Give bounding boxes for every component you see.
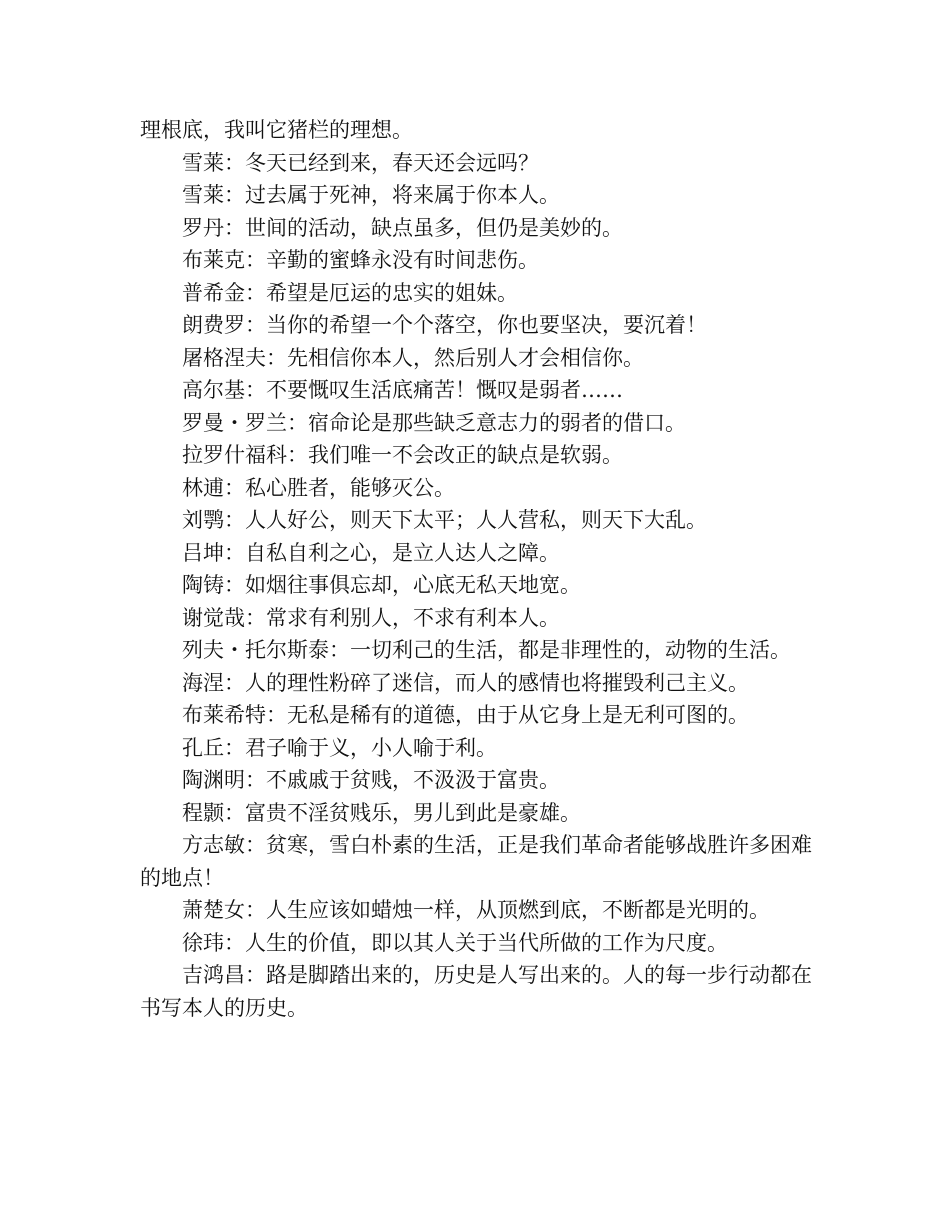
quote-paragraph: 陶渊明：不戚戚于贫贱，不汲汲于富贵。 [182, 768, 560, 792]
quote-paragraph: 高尔基：不要慨叹生活底痛苦！慨叹是弱者…… [182, 378, 623, 402]
quote-paragraph: 布莱希特：无私是稀有的道德，由于从它身上是无利可图的。 [182, 703, 749, 727]
quote-paragraph: 程颢：富贵不淫贫贱乐，男儿到此是豪雄。 [182, 800, 581, 825]
quote-paragraph: 海涅：人的理性粉碎了迷信，而人的感情也将摧毁利己主义。 [182, 670, 749, 695]
quote-paragraph: 方志敏：贫寒，雪白朴素的生活，正是我们革命者能够战胜许多困难的地点！ [140, 833, 812, 890]
quote-paragraph: 吕坤：自私自利之心，是立人达人之障。 [182, 540, 560, 565]
quote-paragraph: 吉鸿昌：路是脚踏出来的，历史是人写出来的。人的每一步行动都在书写本人的历史。 [140, 963, 812, 1020]
quote-paragraph: 布莱克：辛勤的蜜蜂永没有时间悲伤。 [182, 248, 539, 272]
paragraph: 理根底，我叫它猪栏的理想。 [140, 118, 413, 142]
quote-paragraph: 孔丘：君子喻于义，小人喻于利。 [182, 735, 497, 760]
quote-paragraph: 林逋：私心胜者，能够灭公。 [182, 475, 455, 500]
quote-paragraph: 拉罗什福科：我们唯一不会改正的缺点是软弱。 [182, 443, 623, 467]
quote-paragraph: 萧楚女：人生应该如蜡烛一样，从顶燃到底，不断都是光明的。 [182, 898, 770, 922]
quote-paragraph: 刘鹗：人人好公，则天下太平；人人营私，则天下大乱。 [182, 508, 707, 532]
quote-paragraph: 列夫・托尔斯泰：一切利己的生活，都是非理性的，动物的生活。 [182, 638, 791, 662]
quote-paragraph: 徐玮：人生的价值，即以其人关于当代所做的工作为尺度。 [182, 930, 728, 955]
quote-paragraph: 普希金：希望是厄运的忠实的姐妹。 [182, 280, 518, 305]
quote-paragraph: 朗费罗：当你的希望一个个落空，你也要坚决，要沉着！ [182, 313, 707, 337]
quote-list [140, 114, 812, 1024]
quote-paragraph: 谢觉哉：常求有利别人，不求有利本人。 [182, 605, 560, 630]
quote-paragraph: 罗丹：世间的活动，缺点虽多，但仍是美妙的。 [182, 215, 623, 240]
quote-paragraph: 屠格涅夫：先相信你本人，然后别人才会相信你。 [182, 345, 644, 370]
quote-paragraph: 雪莱：冬天已经到来，春天还会远吗？ [182, 150, 539, 175]
quote-paragraph: 陶铸：如烟往事俱忘却，心底无私天地宽。 [182, 573, 581, 597]
quote-paragraph: 罗曼・罗兰：宿命论是那些缺乏意志力的弱者的借口。 [182, 410, 686, 435]
quote-paragraph: 雪莱：过去属于死神，将来属于你本人。 [182, 183, 560, 207]
